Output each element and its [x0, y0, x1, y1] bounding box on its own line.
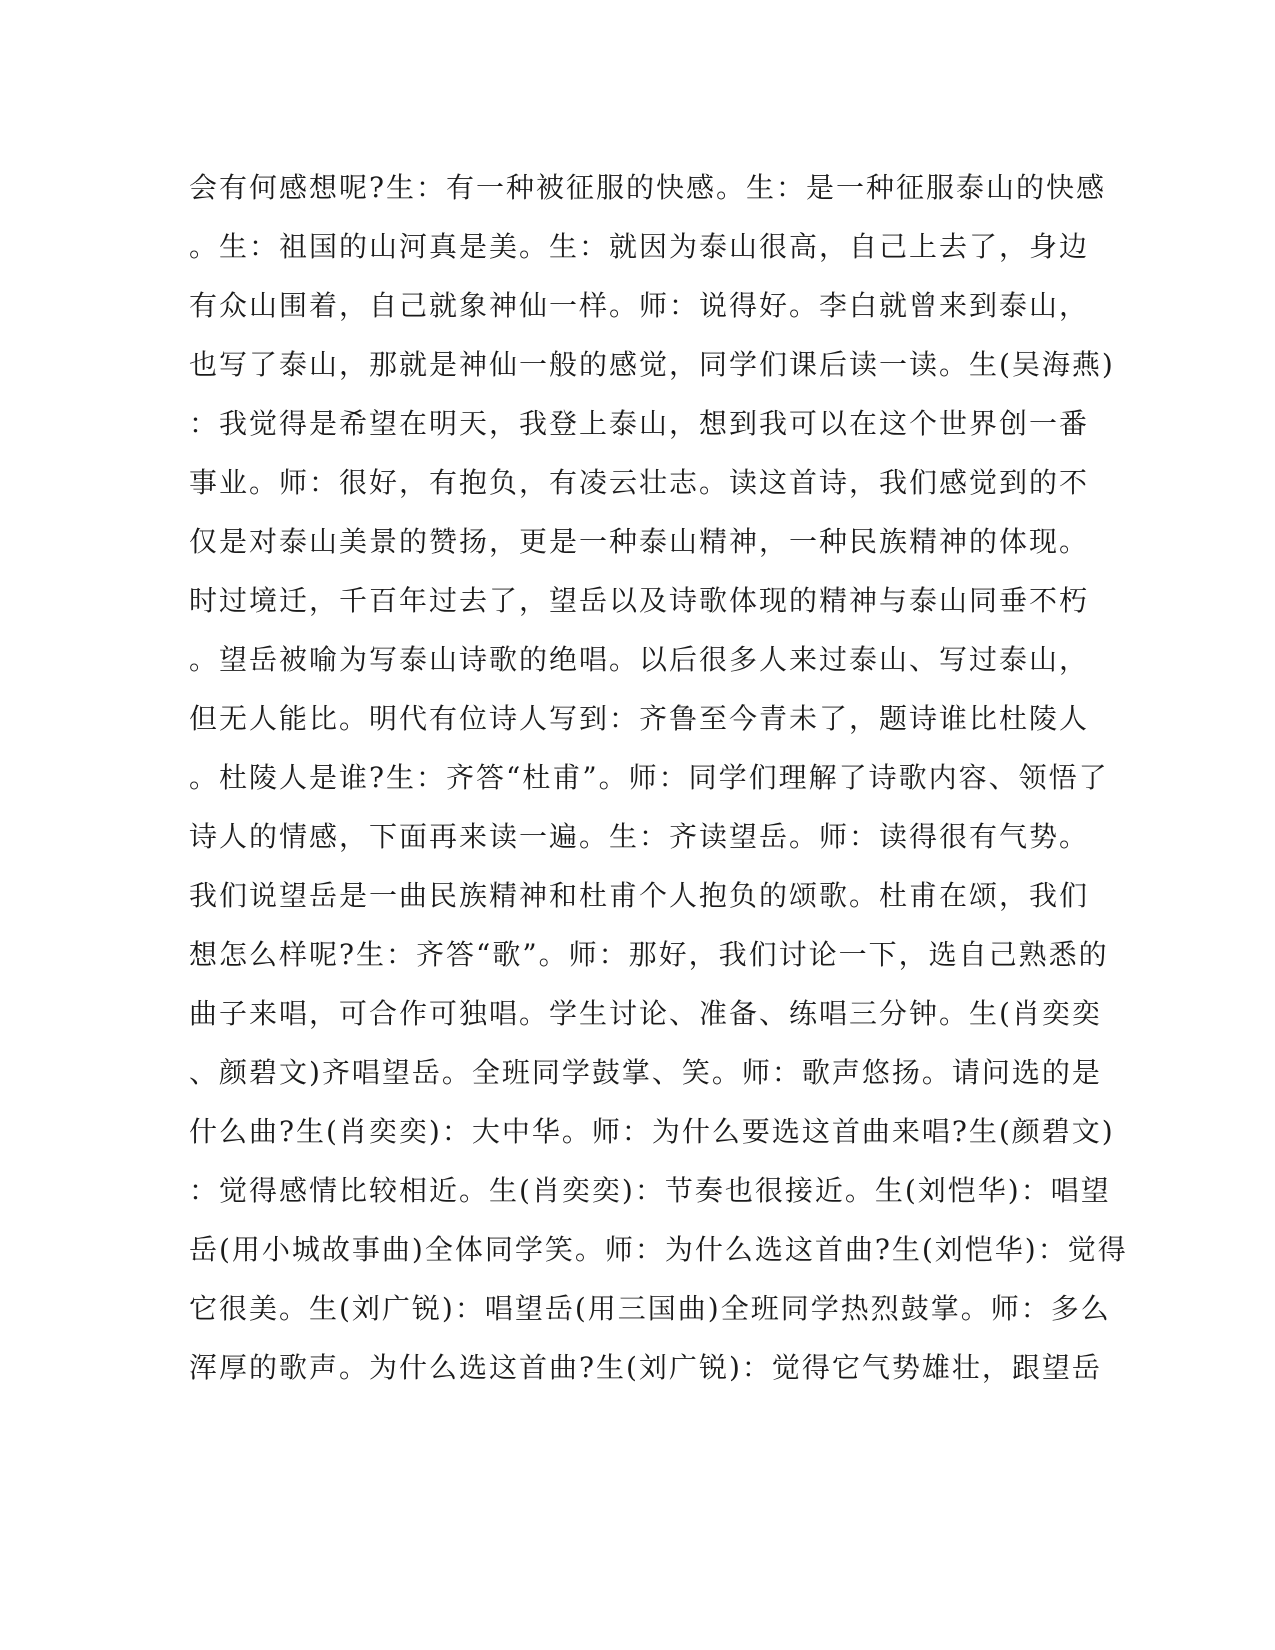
text-line: 它很美。生(刘广锐)：唱望岳(用三国曲)全班同学热烈鼓掌。师：多么 — [189, 1292, 1111, 1325]
document-body — [189, 158, 1128, 1397]
text-line: 仅是对泰山美景的赞扬，更是一种泰山精神，一种民族精神的体现。 — [189, 525, 1090, 558]
text-line: 。望岳被喻为写泰山诗歌的绝唱。以后很多人来过泰山、写过泰山， — [189, 643, 1090, 676]
text-line: 。生：祖国的山河真是美。生：就因为泰山很高，自己上去了，身边 — [189, 230, 1090, 263]
text-line: 什么曲?生(肖奕奕)：大中华。师：为什么要选这首曲来唱?生(颜碧文) — [189, 1115, 1115, 1148]
text-line: ：我觉得是希望在明天，我登上泰山，想到我可以在这个世界创一番 — [189, 407, 1090, 440]
text-line: 曲子来唱，可合作可独唱。学生讨论、准备、练唱三分钟。生(肖奕奕 — [189, 997, 1102, 1030]
text-line: 有众山围着，自己就象神仙一样。师：说得好。李白就曾来到泰山， — [189, 289, 1090, 322]
text-line: 、颜碧文)齐唱望岳。全班同学鼓掌、笑。师：歌声悠扬。请问选的是 — [189, 1056, 1102, 1089]
text-line: 时过境迁，千百年过去了，望岳以及诗歌体现的精神与泰山同垂不朽 — [189, 584, 1090, 617]
text-line: 会有何感想呢?生：有一种被征服的快感。生：是一种征服泰山的快感 — [189, 171, 1107, 204]
text-line: 岳(用小城故事曲)全体同学笑。师：为什么选这首曲?生(刘恺华)：觉得 — [189, 1233, 1128, 1266]
text-line: ：觉得感情比较相近。生(肖奕奕)：节奏也很接近。生(刘恺华)：唱望 — [189, 1174, 1111, 1207]
text-line: 也写了泰山，那就是神仙一般的感觉，同学们课后读一读。生(吴海燕) — [189, 348, 1115, 381]
text-line: 但无人能比。明代有位诗人写到：齐鲁至今青未了，题诗谁比杜陵人 — [189, 702, 1090, 735]
text-line: 事业。师：很好，有抱负，有凌云壮志。读这首诗，我们感觉到的不 — [189, 466, 1090, 499]
text-line: 想怎么样呢?生：齐答“歌”。师：那好，我们讨论一下，选自己熟悉的 — [189, 938, 1109, 971]
text-line: 诗人的情感，下面再来读一遍。生：齐读望岳。师：读得很有气势。 — [189, 820, 1090, 853]
text-line: 浑厚的歌声。为什么选这首曲?生(刘广锐)：觉得它气势雄壮，跟望岳 — [189, 1351, 1102, 1384]
text-line: 。杜陵人是谁?生：齐答“杜甫”。师：同学们理解了诗歌内容、领悟了 — [189, 761, 1109, 794]
text-line: 我们说望岳是一曲民族精神和杜甫个人抱负的颂歌。杜甫在颂，我们 — [189, 879, 1090, 912]
